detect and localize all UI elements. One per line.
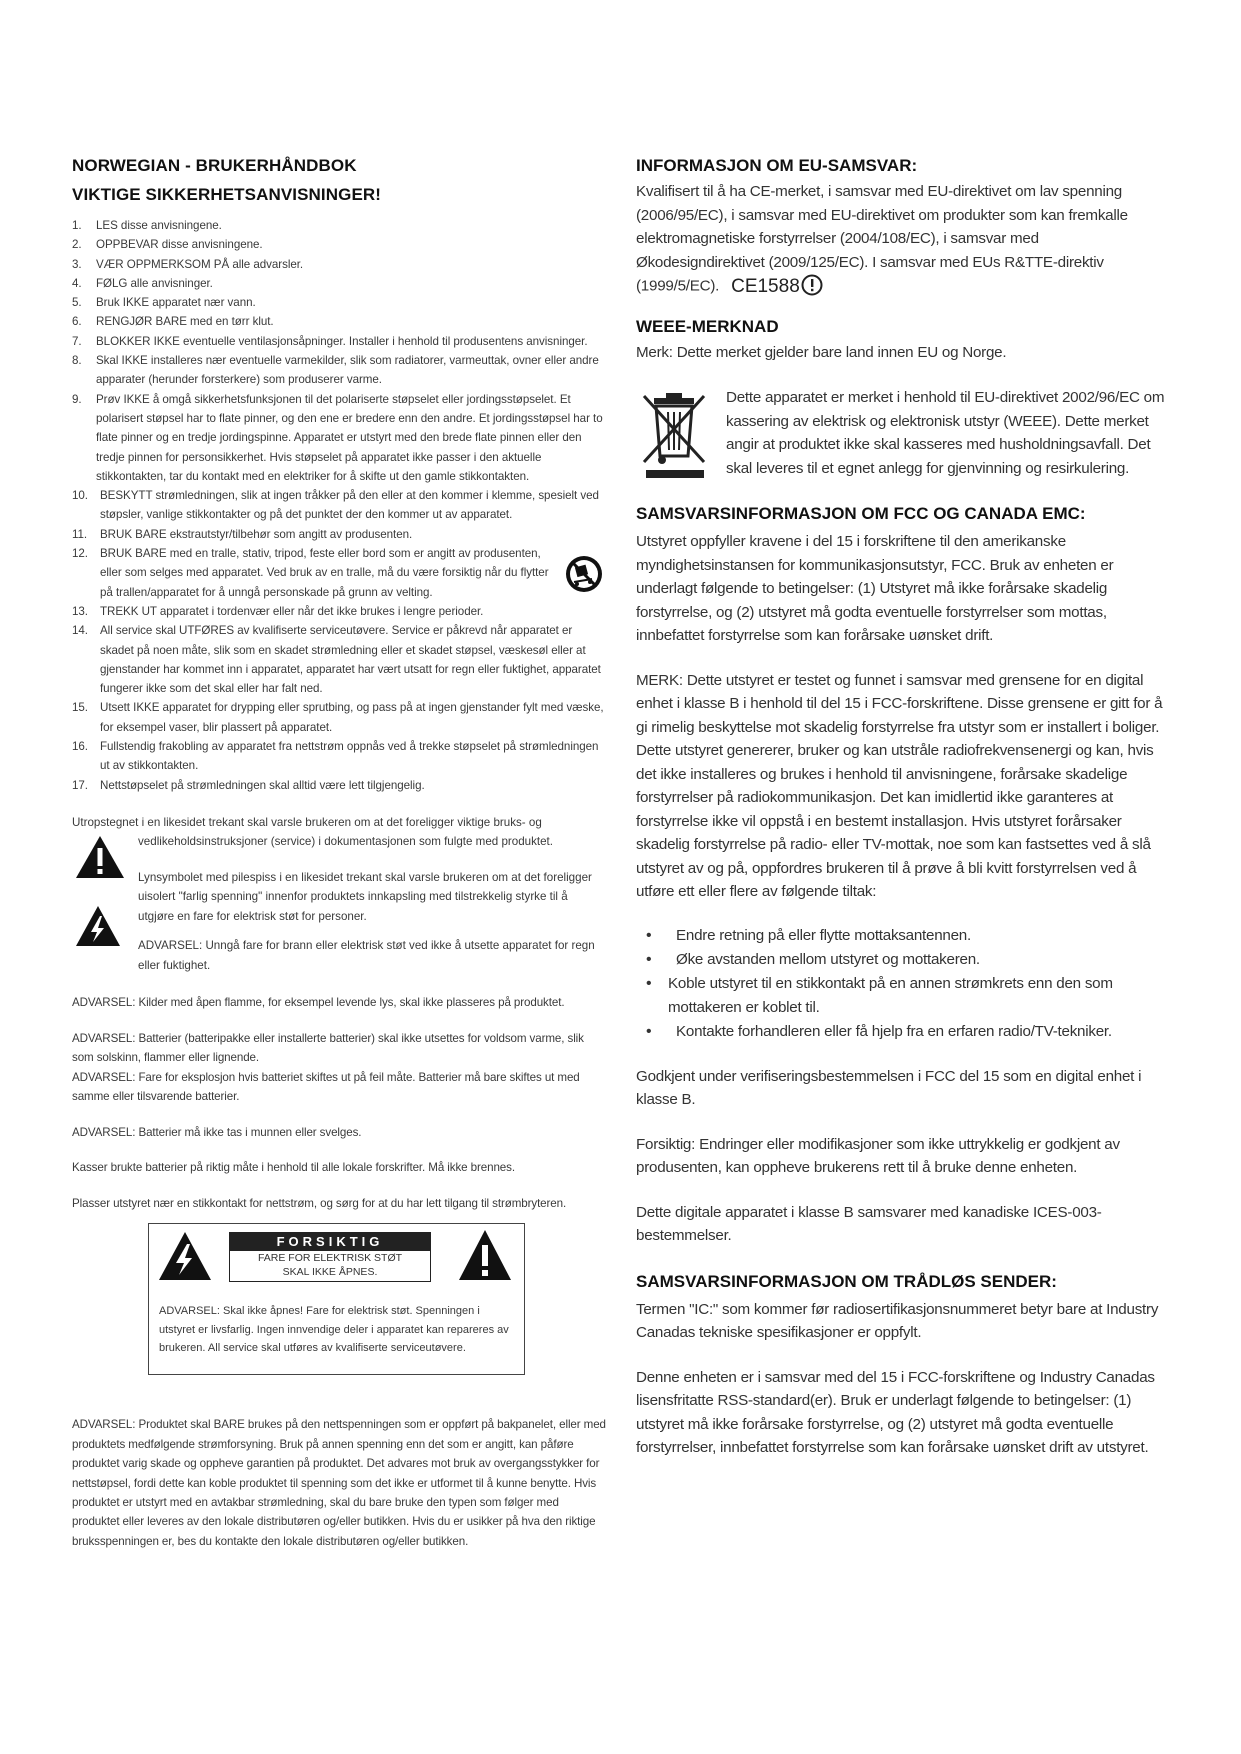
symbol-explanations <box>72 813 606 976</box>
list-item: 11. BRUK BARE ekstrautstyr/tilbehør som angitt av produsenten. <box>72 527 413 541</box>
safety-title: VIKTIGE SIKKERHETSANVISNINGER! <box>72 185 382 204</box>
exclamation-triangle-icon <box>457 1228 513 1282</box>
battery-heat-warning: ADVARSEL: Batterier (batteripakke eller installerte batterier) skal ikke utsettes for voldsom varme, slik som solskinn, flammer eller lignende. <box>72 1031 584 1065</box>
list-item: 2. OPPBEVAR disse anvisningene. <box>72 238 263 252</box>
list-item: 7. BLOKKER IKKE eventuelle ventilasjonsåpninger. Installer i henhold til produsentens anvisninger. <box>72 334 588 348</box>
left-column <box>72 156 606 1551</box>
list-item: 16. Fullstendig frakobling av apparatet fra nettstrøm oppnås ved å trekke støpselet på strømledningen ut av stikkontakten. <box>72 740 599 773</box>
list-item: 3. VÆR OPPMERKSOM PÅ alle advarsler. <box>72 257 304 271</box>
exclamation-intro: Utropstegnet i en likesidet trekant skal varsle brukeren om at det foreligger viktige bruks- og <box>72 815 542 829</box>
fcc-paragraph-4: Forsiktig: Endringer eller modifikasjoner som ikke uttrykkelig er godkjent av produsenten, kan oppheve brukerens rett til å bruke denne enheten. <box>636 1135 1120 1176</box>
exclamation-row: vedlikeholdsinstruksjoner (service) i dokumentasjonen som fulgte med produktet. <box>72 832 606 852</box>
list-item: 9. Prøv IKKE å omgå sikkerhetsfunksjonen til det polariserte støpselet eller jordingsstøpselet. Et polarisert støpsel har to flate pinner, og den ene er bredere enn den andre. Et jordingsstøpsel har to flate pinner og en tredje jordingspinne. Apparatet er utstyrt med den brede flate pinnen eller den tredje pinnen for personsikkerhet. Hvis støpselet på apparatet ikke passer i den aktuelle stikkontakten, tar du kontakt med en elektriker for å skifte ut den gamle stikkontakten. <box>72 392 603 483</box>
weee-block <box>636 386 1170 480</box>
list-item: 1. LES disse anvisningene. <box>72 219 222 232</box>
list-item: • Kontakte forhandleren eller få hjelp fra en erfaren radio/TV-tekniker. <box>646 1020 1170 1044</box>
lightning-row: Lynsymbolet med pilespiss i en likesidet trekant skal varsle brukeren om at det foreligger uisolert "farlig spenning" innenfor produktets innkapsling med tilstrekkelig styrke til å utgjøre en fare for elektrisk støt for personer. <box>72 868 606 927</box>
flame-warning: ADVARSEL: Kilder med åpen flamme, for eksempel levende lys, skal ikke plasseres på produktet. <box>72 996 565 1010</box>
safety-list <box>72 216 606 795</box>
voltage-warning: ADVARSEL: Produktet skal BARE brukes på den nettspenningen som er oppført på bakpanelet, eller med produktets medfølgende strømforsyning. Bruk på annen spenning enn det som er angitt, kan påføre produktet varig skade og oppheve garantien på produktet. Det advares mot bruk av overgangsstykker for nettstøpsel, fordi dette kan koble produktet til spenning som det ikke er utformet til å kunne benytte. Hvis produktet er utstyrt med en avtakbar strømledning, skal du bare bruke den typen som følger med produktet eller leveres av den lokale distributøren og/eller butikken. Hvis du er usikker på hva den riktige bruksspenningen er, bes du kontakte den lokale distributøren og/eller butikken. <box>72 1418 606 1548</box>
lightning-triangle-icon <box>157 1230 213 1282</box>
caution-banner <box>229 1232 431 1282</box>
list-item: 5. Bruk IKKE apparatet nær vann. <box>72 296 256 310</box>
wireless-paragraph-2: Denne enheten er i samsvar med del 15 i FCC-forskriftene og Industry Canadas lisensfritatte RSS-standard(er). Bruk er underlagt følgende to betingelser: (1) utstyret må ikke forårsake forstyrrelse, og (2) utstyret må godta eventuelle forstyrrelser, innbefattet forstyrrelse som kan forårsake uønsket drift av utstyret. <box>636 1368 1155 1456</box>
caution-title: FORSIKTIG <box>230 1233 430 1251</box>
battery-disposal-note: Kasser brukte batterier på riktig måte i henhold til alle lokale forskrifter. Må ikke brennes. <box>72 1161 515 1175</box>
weee-title: WEEE-MERKNAD <box>636 316 779 336</box>
manual-title: NORWEGIAN - BRUKERHÅNDBOK <box>72 156 357 175</box>
caution-text: ADVARSEL: Skal ikke åpnes! Fare for elektrisk støt. Spenningen i utstyret er livsfarlig. Ingen innvendige deler i apparatet kan repareres av brukeren. All service skal utføres av kvalifiserte serviceutøvere. <box>159 1305 509 1355</box>
fcc-title: SAMSVARSINFORMASJON OM FCC OG CANADA EMC: <box>636 504 1086 523</box>
right-column <box>636 156 1170 1460</box>
wireless-title: SAMSVARSINFORMASJON OM TRÅDLØS SENDER: <box>636 1271 1057 1291</box>
cart-tipover-icon <box>564 554 604 594</box>
fcc-paragraph-5: Dette digitale apparatet i klasse B samsvarer med kanadiske ICES-003-bestemmelser. <box>636 1203 1102 1244</box>
list-item: 12. BRUK BARE med en tralle, stativ, tripod, feste eller bord som er angitt av produsenten, eller som selges med apparatet. Ved bruk av en tralle, må du være forsiktig når du flytter på trallen/apparatet for å unngå personskade på grunn av velting. <box>72 544 606 602</box>
wireless-paragraph-1: Termen "IC:" som kommer før radiosertifikasjonsnummeret betyr bare at Industry Canadas tekniske spesifikasjoner er oppfylt. <box>636 1300 1159 1341</box>
caution-box <box>148 1223 525 1375</box>
list-item: 13. TREKK UT apparatet i tordenvær eller når det ikke brukes i lengre perioder. <box>72 604 484 618</box>
list-item: 14. All service skal UTFØRES av kvalifiserte serviceutøvere. Service er påkrevd når apparatet er skadet på noen måte, slik som en skadet strømledning eller et skadet støpsel, væskesøl eller at gjenstander har kommet inn i apparatet, apparatet har vært utsatt for regn eller fuktighet, apparatet fungerer ikke som det skal eller har falt ned. <box>72 624 601 696</box>
weee-note: Merk: Dette merket gjelder bare land innen EU og Norge. <box>636 343 1007 361</box>
list-item: 17. Nettstøpselet på strømledningen skal alltid være lett tilgjengelig. <box>72 778 425 792</box>
outlet-placement-note: Plasser utstyret nær en stikkontakt for nettstrøm, og sørg for at du har lett tilgang til strømbryteren. <box>72 1196 567 1210</box>
list-item: 4. FØLG alle anvisninger. <box>72 276 213 290</box>
battery-swallow-warning: ADVARSEL: Batterier må ikke tas i munnen eller svelges. <box>72 1125 362 1139</box>
list-item: • Koble utstyret til en stikkontakt på en annen strømkrets enn den som mottakeren er koblet til. <box>646 972 1170 1020</box>
weee-text: Dette apparatet er merket i henhold til EU-direktivet 2002/96/EC om kassering av elektrisk og elektronisk utstyr (WEEE). Dette merket angir at produktet ikke skal kasseres med husholdningsavfall. Det skal leveres til et egnet anlegg for gjenvinning og resirkulering. <box>726 389 1165 477</box>
fcc-paragraph-2: MERK: Dette utstyret er testet og funnet i samsvar med grensene for en digital enhet i klasse B i henhold til del 15 i FCC-forskriftene. Disse grensene er gitt for å gi rimelig beskyttelse mot skadelig forstyrrelse fra utstyr som er installert i boliger. Dette utstyret genererer, bruker og kan utstråle radiofrekvensenergi og kan, hvis det ikke installeres og brukes i henhold til anvisningene, forårsake skadelige forstyrrelser på radiokommunikasjon. Det kan imidlertid ikke garanteres at forstyrrelse ikke vil oppstå i en bestemt installasjon. Hvis utstyret forårsaker skadelig forstyrrelse på radio- eller TV-mottak, noe som kan fastsettes ved å slå utstyret av og på, oppfordres brukeren til å prøve å bli kvitt forstyrrelsen ved å utføre ett eller flere av følgende tiltak: <box>636 671 1163 900</box>
crossed-bin-icon <box>640 390 710 480</box>
eu-title: INFORMASJON OM EU-SAMSVAR: <box>636 156 918 175</box>
fcc-paragraph-3: Godkjent under verifiseringsbestemmelsen i FCC del 15 som en digital enhet i klasse B. <box>636 1067 1142 1108</box>
list-item: 8. Skal IKKE installeres nær eventuelle varmekilder, slik som radiatorer, varmeuttak, ovner eller andre apparater (herunder forsterkere) som produserer varme. <box>72 354 599 387</box>
battery-explosion-warning: ADVARSEL: Fare for eksplosjon hvis batteriet skiftes ut på feil måte. Batterier må bare skiftes ut med samme eller tilsvarende batterier. <box>72 1070 580 1104</box>
list-item: 10. BESKYTT strømledningen, slik at ingen tråkker på den eller at den kommer i klemme, spesielt ved støpsler, vanlige stikkontakter og på det punktet der den kommer ut av apparatet. <box>72 489 599 522</box>
fcc-paragraph-1: Utstyret oppfyller kravene i del 15 i forskriftene til den amerikanske myndighetsinstansen for kommunikasjonsutstyr, FCC. Bruk av enheten er underlagt følgende to betingelser: (1) Utstyret må ikke forårsake skadelig forstyrrelse, og (2) utstyret må godta eventuelle forstyrrelser som mottas, innbefattet forstyrrelse som kan forårsake uønsket drift. <box>636 533 1114 644</box>
fcc-measures-list <box>636 924 1170 1044</box>
list-item: 15. Utsett IKKE apparatet for drypping eller sprutbing, og pass på at ingen gjenstander fylt med væske, for eksempel vaser, blir plassert på apparatet. <box>72 701 604 734</box>
ce-mark: CE1588 <box>731 274 823 299</box>
rain-warning-row: ADVARSEL: Unngå fare for brann eller elektrisk støt ved ikke å utsette apparatet for regn eller fuktighet. <box>138 939 595 972</box>
list-item: • Øke avstanden mellom utstyret og mottakeren. <box>646 948 1170 972</box>
caution-sub2: SKAL IKKE ÅPNES. <box>282 1266 378 1279</box>
caution-sub1: FARE FOR ELEKTRISK STØT <box>257 1252 403 1265</box>
eu-text: Kvalifisert til å ha CE-merket, i samsvar med EU-direktivet om lav spenning (2006/95/EC), i samsvar med EU-direktivet om produkter som kan fremkalle elektromagnetiske forstyrrelser (2004/108/EC), i samsvar med Økodesigndirektivet (2009/125/EC). I samsvar med EUs R&TTE-direktiv (1999/5/EC). CE1588 <box>636 183 1128 297</box>
list-item: 6. RENGJØR BARE med en tørr klut. <box>72 315 274 329</box>
alert-circle-icon <box>801 274 823 296</box>
list-item: • Endre retning på eller flytte mottaksantennen. <box>646 924 1170 948</box>
